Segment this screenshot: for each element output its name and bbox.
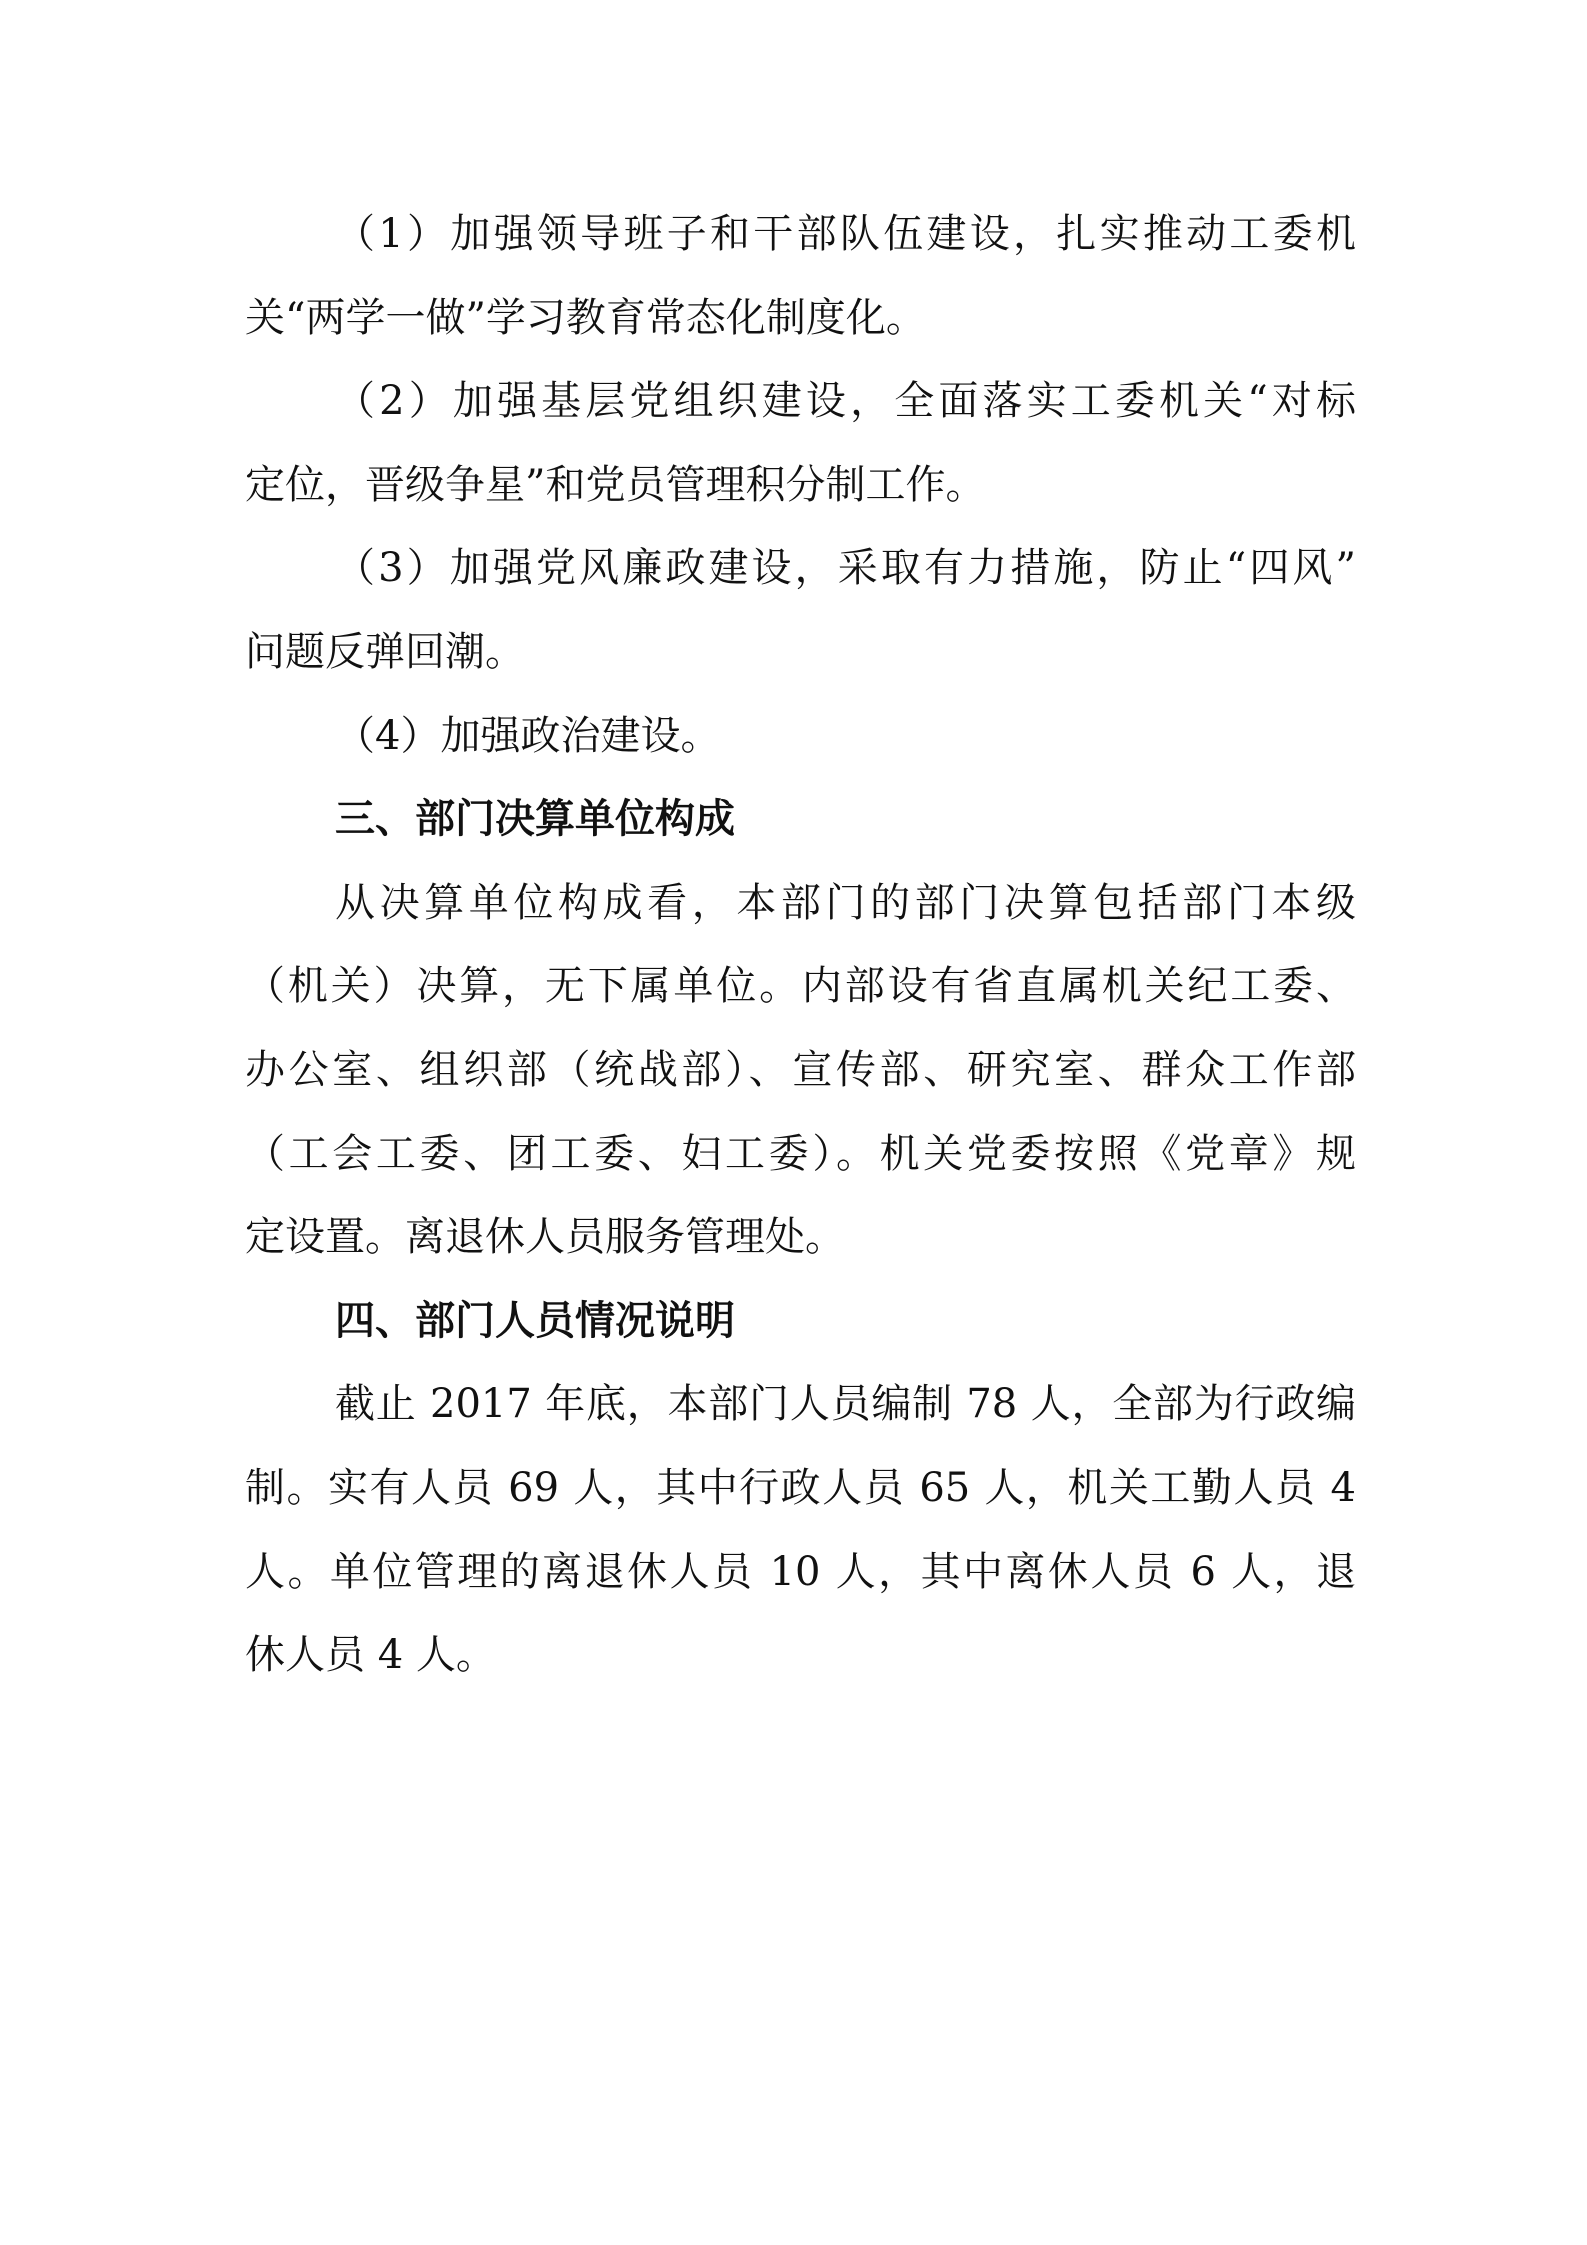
- paragraph-line: 定位，晋级争星”和党员管理积分制工作。: [245, 461, 986, 508]
- paragraph-line: （1）加强领导班子和干部队伍建设，扎实推动工委机: [335, 211, 1356, 257]
- paragraph-line: 办公室、组织部（统战部）、宣传部、研究室、群众工作部: [245, 1046, 1356, 1093]
- paragraph-unit-composition: [245, 862, 1356, 1280]
- paragraph-1: [245, 193, 1356, 360]
- paragraph-line: 从决算单位构成看，本部门的部门决算包括部门本级: [335, 879, 1356, 926]
- paragraph-2: [245, 360, 1356, 527]
- paragraph-line: 人。单位管理的离退休人员 10 人，其中离休人员 6 人，退: [245, 1548, 1356, 1595]
- paragraph-staff: [245, 1363, 1356, 1697]
- paragraph-line: （3）加强党风廉政建设，采取有力措施，防止“四风”: [335, 545, 1356, 592]
- paragraph-line: 制。实有人员 69 人，其中行政人员 65 人，机关工勤人员 4: [245, 1464, 1356, 1511]
- paragraph-4: [245, 695, 1356, 779]
- paragraph-line: （机关）决算，无下属单位。内部设有省直属机关纪工委、: [245, 963, 1356, 1010]
- paragraph-line: （工会工委、团工委、妇工委）。机关党委按照《党章》规: [245, 1130, 1356, 1177]
- paragraph-3: [245, 527, 1356, 694]
- document-body: [245, 193, 1356, 1698]
- paragraph-line: （2）加强基层党组织建设，全面落实工委机关“对标: [335, 378, 1356, 425]
- section-heading-3: 三、部门决算单位构成: [335, 796, 735, 843]
- paragraph-line: 定设置。离退休人员服务管理处。: [245, 1214, 845, 1261]
- paragraph-line: 截止 2017 年底，本部门人员编制 78 人，全部为行政编: [335, 1381, 1356, 1428]
- section-heading-4: 四、部门人员情况说明: [335, 1297, 735, 1344]
- paragraph-line: 问题反弹回潮。: [245, 628, 525, 675]
- paragraph-line: 休人员 4 人。: [245, 1632, 496, 1679]
- paragraph-line: 关“两学一做”学习教育常态化制度化。: [245, 294, 926, 341]
- paragraph-line: （4）加强政治建设。: [335, 712, 721, 759]
